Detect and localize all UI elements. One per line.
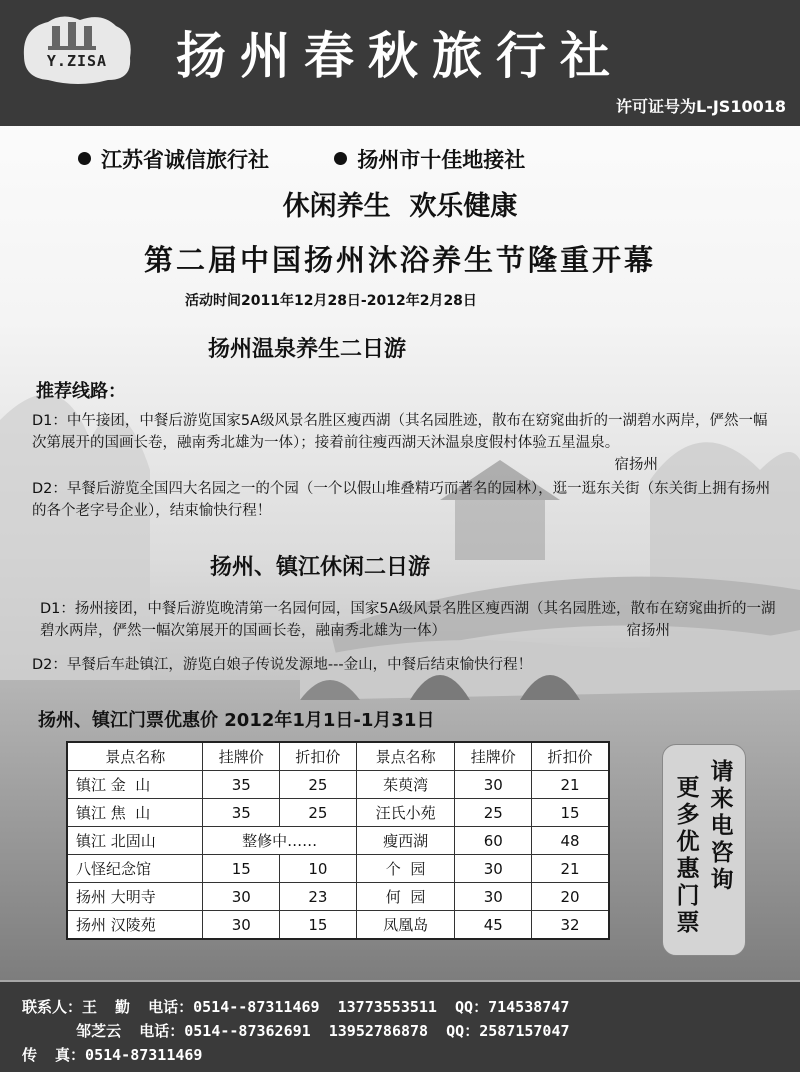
tour2-day1 [40,598,780,642]
badge-label: 扬州市十佳地接社 [357,148,526,172]
tour1-day1-stay: 宿扬州 [614,457,658,473]
table-cell: 21 [532,771,609,799]
table-cell: 32 [532,911,609,940]
route-label: 推荐线路： [36,381,126,402]
header-cell: 折扣价 [280,742,357,771]
table-cell: 30 [455,855,532,883]
bullet-dot-icon [78,152,91,165]
table-row [67,827,609,855]
tour2-day1-text: D1：扬州接团，中餐后游览晚清第一名园何园，国家5A级风景名胜区瘦西湖（其名园胜迹，散布在窈窕曲折的一湖碧水两岸，俨然一幅次第展开的国画长卷，融南秀北雄为一体） [40,601,776,639]
table-cell: 23 [280,883,357,911]
header-cell: 景点名称 [67,742,203,771]
table-cell: 镇江 金 山 [67,771,203,799]
callout-text-call: 请来电咨询 [710,759,734,893]
header-bar [0,0,800,126]
table-cell: 25 [280,771,357,799]
badge-item [78,148,269,172]
table-row [67,855,609,883]
table-cell: 个 园 [356,855,455,883]
table-cell: 扬州 汉陵苑 [67,911,203,940]
tour2-title: 扬州、镇江休闲二日游 [210,555,431,580]
tour2-day2: D2：早餐后车赴镇江，游览白娘子传说发源地---金山，中餐后结束愉快行程！ [32,657,533,673]
contact-line-1: 联系人：王 勤 电话：0514--87311469 13773553511 QQ：714538747 [22,998,570,1016]
table-cell: 20 [532,883,609,911]
table-cell: 45 [455,911,532,940]
callout-text-tickets: 更多优惠门票 [676,775,700,936]
contact-line-2: 邹芝云 电话：0514--87362691 13952786878 QQ：2587157047 [22,1022,570,1040]
table-cell: 10 [280,855,357,883]
table-cell: 25 [280,799,357,827]
table-cell: 48 [532,827,609,855]
table-cell: 60 [455,827,532,855]
festival-title: 第二届中国扬州沐浴养生节隆重开幕 [143,243,656,277]
table-row [67,771,609,799]
ticket-title: 扬州、镇江门票优惠价 2012年1月1日-1月31日 [38,710,435,731]
table-cell: 15 [280,911,357,940]
table-cell: 镇江 北固山 [67,827,203,855]
table-cell: 凤凰岛 [356,911,455,940]
slogan: 休闲养生 欢乐健康 [282,191,518,222]
table-cell: 15 [203,855,280,883]
table-row [67,799,609,827]
company-name: 扬州春秋旅行社 [176,27,624,85]
table-cell-merged: 整修中…… [203,827,356,855]
tour1-title: 扬州温泉养生二日游 [208,337,407,362]
header-cell: 挂牌价 [203,742,280,771]
bullet-dot-icon [334,152,347,165]
table-cell: 茱萸湾 [356,771,455,799]
contact-footer [0,982,800,1072]
table-cell: 30 [203,883,280,911]
inquiry-callout [662,744,746,956]
table-cell: 21 [532,855,609,883]
table-cell: 瘦西湖 [356,827,455,855]
table-cell: 30 [203,911,280,940]
header-cell: 折扣价 [532,742,609,771]
header-cell: 景点名称 [356,742,455,771]
table-cell: 35 [203,771,280,799]
table-cell: 扬州 大明寺 [67,883,203,911]
honor-badges [78,144,583,174]
ticket-price-table [66,741,610,940]
table-header-row [67,742,609,771]
table-row [67,883,609,911]
fax-line: 传 真：0514-87311469 [22,1046,203,1064]
table-cell: 30 [455,883,532,911]
table-cell: 汪氏小苑 [356,799,455,827]
table-cell: 35 [203,799,280,827]
header-cell: 挂牌价 [455,742,532,771]
table-cell: 30 [455,771,532,799]
table-cell: 镇江 焦 山 [67,799,203,827]
festival-date: 活动时间2011年12月28日-2012年2月28日 [185,293,477,309]
table-cell: 15 [532,799,609,827]
tour1-day2: D2：早餐后游览全国四大名园之一的个园（一个以假山堆叠精巧而著名的园林），逛一逛东关街（东关街上拥有扬州的各个老字号企业），结束愉快行程！ [32,481,771,519]
logo-emblem-icon [18,8,136,90]
tour1-day1 [32,410,778,476]
tour1-day1-text: D1：中午接团，中餐后游览国家5A级风景名胜区瘦西湖（其名园胜迹，散布在窈窕曲折的一湖碧水两岸，俨然一幅次第展开的国画长卷，融南秀北雄为一体）；接着前往瘦西湖天沐温泉度假村体验五星温泉。 [32,413,768,451]
badge-label: 江苏省诚信旅行社 [101,148,269,172]
tour2-day1-stay: 宿扬州 [626,623,670,639]
badge-item [334,148,525,172]
table-cell: 25 [455,799,532,827]
table-cell: 八怪纪念馆 [67,855,203,883]
license-number: 许可证号为L-JS10018 [616,97,786,116]
logo-text: Y.ZISA [46,52,108,70]
table-row [67,911,609,940]
table-cell: 何 园 [356,883,455,911]
